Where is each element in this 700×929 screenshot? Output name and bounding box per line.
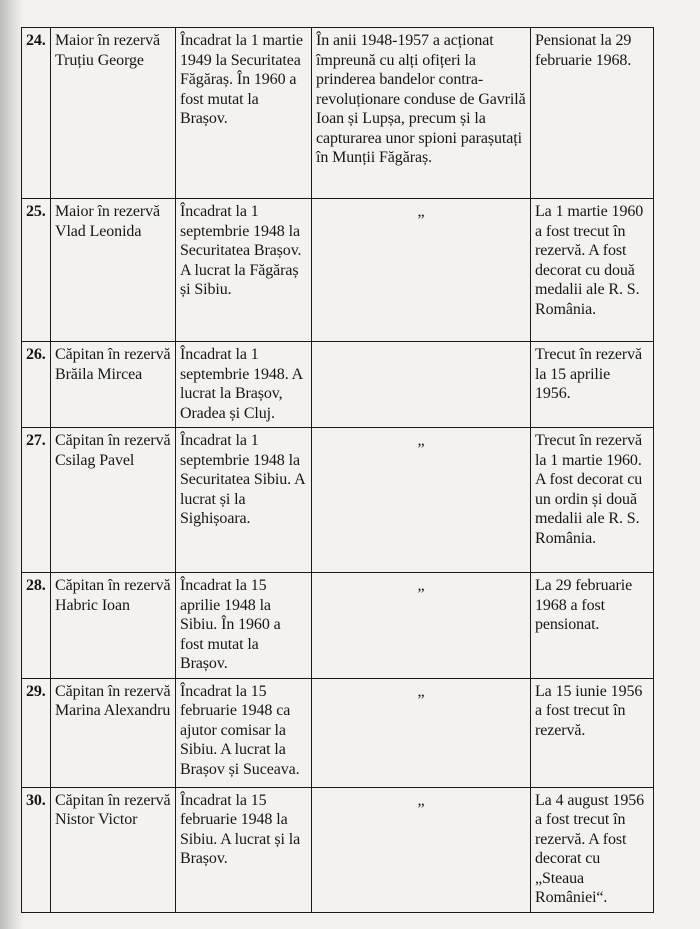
employment-cell: Încadrat la 1 septembrie 1948 la Securitatea Brașov. A lucrat la Făgăraș și Sibiu. (176, 199, 312, 342)
row-number: 26. (22, 342, 51, 428)
officer-name: Căpitan în rezervă Nistor Victor (51, 787, 176, 912)
status-cell: Pensionat la 29 februarie 1968. (531, 28, 654, 199)
officer-name: Căpitan în rezervă Marina Alexandru (51, 678, 176, 787)
officer-name: Căpitan în rezervă Habric Ioan (51, 573, 176, 679)
officer-name: Maior în rezervă Truțiu George (51, 28, 176, 199)
activity-cell (312, 342, 531, 428)
employment-cell: Încadrat la 1 martie 1949 la Securitatea Făgăraș. În 1960 a fost mutat la Brașov. (176, 28, 312, 199)
table-row (22, 573, 654, 679)
officer-table (21, 27, 654, 913)
officer-name: Căpitan în rezervă Csilag Pavel (51, 428, 176, 573)
employment-cell: Încadrat la 1 septembrie 1948 la Securitatea Sibiu. A lucrat și la Sighișoara. (176, 428, 312, 573)
table-row (22, 428, 654, 573)
employment-cell: Încadrat la 15 februarie 1948 ca ajutor comisar la Sibiu. A lucrat la Brașov și Suceava. (176, 678, 312, 787)
activity-ditto-mark: „ (312, 573, 531, 679)
activity-ditto-mark: „ (312, 678, 531, 787)
status-cell: La 1 martie 1960 a fost trecut în rezervă. A fost decorat cu două medalii ale R. S. România. (531, 199, 654, 342)
row-number: 25. (22, 199, 51, 342)
status-cell: La 4 august 1956 a fost trecut în rezervă. A fost decorat cu „Steaua României“. (531, 787, 654, 912)
status-cell: Trecut în rezervă la 15 aprilie 1956. (531, 342, 654, 428)
row-number: 30. (22, 787, 51, 912)
row-number: 28. (22, 573, 51, 679)
row-number: 29. (22, 678, 51, 787)
employment-cell: Încadrat la 1 septembrie 1948. A lucrat la Brașov, Oradea și Cluj. (176, 342, 312, 428)
table-row (22, 342, 654, 428)
row-number: 24. (22, 28, 51, 199)
status-cell: La 15 iunie 1956 a fost trecut în rezervă. (531, 678, 654, 787)
status-cell: La 29 februarie 1968 a fost pensionat. (531, 573, 654, 679)
table-row (22, 787, 654, 912)
employment-cell: Încadrat la 15 februarie 1948 la Sibiu. A lucrat și la Brașov. (176, 787, 312, 912)
activity-ditto-mark: „ (312, 787, 531, 912)
officer-name: Căpitan în rezervă Brăila Mircea (51, 342, 176, 428)
activity-cell: În anii 1948-1957 a acționat împreună cu alți ofițeri la prinderea bandelor contra-revoluționare conduse de Gavrilă Ioan și Lupșa, precum și la capturarea unor spioni parașutați în Munții Făgăraș. (312, 28, 531, 199)
activity-ditto-mark: „ (312, 428, 531, 573)
table-row (22, 199, 654, 342)
employment-cell: Încadrat la 15 aprilie 1948 la Sibiu. În 1960 a fost mutat la Brașov. (176, 573, 312, 679)
activity-ditto-mark: „ (312, 199, 531, 342)
officer-name: Maior în rezervă Vlad Leonida (51, 199, 176, 342)
row-number: 27. (22, 428, 51, 573)
status-cell: Trecut în rezervă la 1 martie 1960. A fost decorat cu un ordin și două medalii ale R. S. România. (531, 428, 654, 573)
table-row (22, 678, 654, 787)
table-row (22, 28, 654, 199)
